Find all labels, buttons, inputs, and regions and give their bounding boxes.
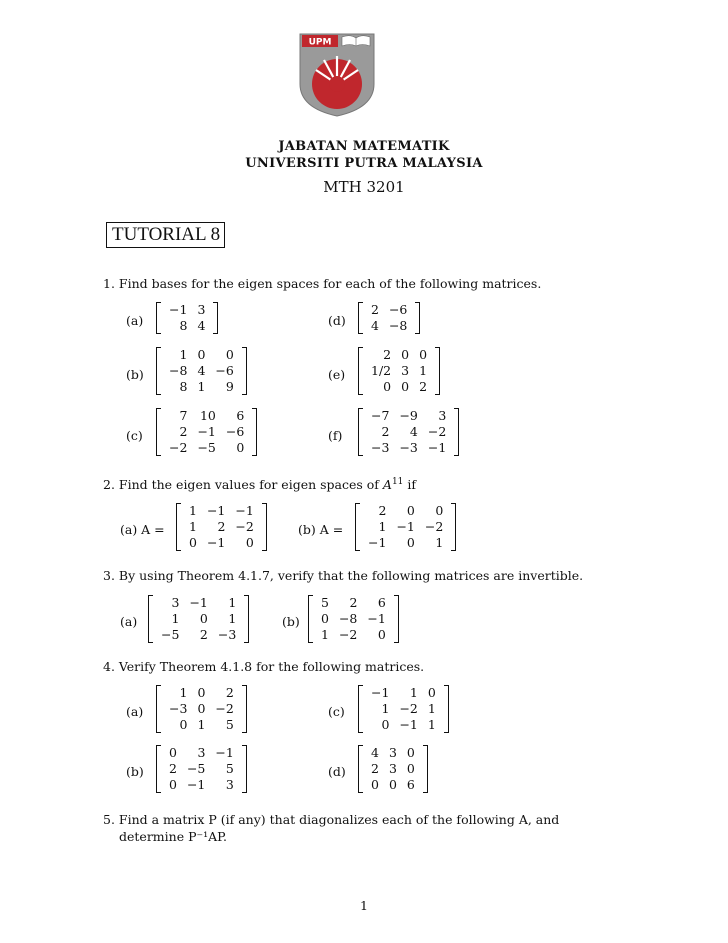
q1a-label: (a) bbox=[126, 313, 144, 328]
q2-power-base: A bbox=[382, 477, 392, 493]
matrix-entry: 2 bbox=[419, 379, 428, 394]
matrix-entries bbox=[156, 595, 241, 643]
page-number: 1 bbox=[360, 898, 368, 913]
matrix-entry: 5 bbox=[225, 717, 234, 732]
matrix-entry: 0 bbox=[377, 627, 386, 642]
matrix-entry: 3 bbox=[388, 745, 397, 760]
matrix-row bbox=[164, 777, 239, 793]
matrix-entry: 10 bbox=[199, 408, 216, 423]
matrix-entry: 1 bbox=[409, 685, 418, 700]
matrix-entry: −2 bbox=[399, 701, 418, 716]
matrix-entry: −1 bbox=[371, 685, 390, 700]
matrix-entry: 2 bbox=[217, 519, 226, 534]
matrix-row bbox=[316, 611, 391, 627]
matrix-row bbox=[366, 717, 441, 733]
matrix-entry: −8 bbox=[338, 611, 358, 626]
matrix-row bbox=[164, 685, 239, 701]
matrix-entry: −1 bbox=[399, 717, 418, 732]
matrix-row bbox=[366, 701, 441, 717]
matrix-entry: −6 bbox=[215, 363, 234, 378]
left-bracket bbox=[156, 347, 161, 395]
left-bracket bbox=[358, 347, 363, 395]
matrix-entry: 4 bbox=[409, 424, 418, 439]
q4c-label: (c) bbox=[328, 704, 345, 719]
question-1-text: 1. Find bases for the eigen spaces for each of the following matrices. bbox=[103, 276, 542, 291]
left-bracket bbox=[148, 595, 153, 643]
left-bracket bbox=[156, 408, 161, 456]
matrix-entries bbox=[164, 745, 239, 793]
matrix-entry: −2 bbox=[424, 519, 444, 534]
left-bracket bbox=[308, 595, 313, 643]
matrix-row bbox=[164, 363, 239, 379]
matrix-entry: 0 bbox=[388, 777, 397, 792]
matrix-row bbox=[164, 761, 239, 777]
matrix-entry: −2 bbox=[215, 701, 234, 716]
matrix-entry: −1 bbox=[169, 302, 188, 317]
matrix-entry: 2 bbox=[179, 424, 188, 439]
matrix-entry: −3 bbox=[217, 627, 237, 642]
matrix-row bbox=[164, 318, 210, 334]
matrix-row bbox=[184, 519, 259, 535]
matrix-row bbox=[363, 535, 448, 551]
matrix-entry: 6 bbox=[236, 408, 245, 423]
matrix-entry: −5 bbox=[186, 761, 206, 776]
matrix-row bbox=[366, 318, 412, 334]
matrix-entry: 0 bbox=[225, 347, 234, 362]
left-bracket bbox=[156, 745, 161, 793]
q1f-matrix bbox=[358, 408, 459, 456]
q2-text-after: if bbox=[403, 477, 417, 493]
matrix-entry: 2 bbox=[381, 424, 390, 439]
matrix-row bbox=[164, 408, 249, 424]
matrix-entry: 0 bbox=[419, 347, 428, 362]
q1d-matrix bbox=[358, 302, 420, 334]
matrix-row bbox=[366, 363, 432, 379]
matrix-entry: −9 bbox=[399, 408, 418, 423]
left-bracket bbox=[156, 302, 161, 334]
matrix-entry: 9 bbox=[225, 379, 234, 394]
q2b-matrix bbox=[355, 503, 456, 551]
q4a-matrix bbox=[156, 685, 247, 733]
q4b-label: (b) bbox=[126, 764, 144, 779]
matrix-row bbox=[184, 503, 259, 519]
question-5-line-1: 5. Find a matrix P (if any) that diagonalizes each of the following A, and bbox=[103, 812, 560, 827]
q3b-matrix bbox=[308, 595, 399, 643]
matrix-entry: 5 bbox=[321, 595, 329, 610]
matrix-entry: 1 bbox=[419, 363, 428, 378]
q3a-label: (a) bbox=[120, 614, 138, 629]
matrix-entry: 1 bbox=[381, 701, 390, 716]
matrix-entry: 1 bbox=[179, 347, 188, 362]
question-3-text: 3. By using Theorem 4.1.7, verify that the following matrices are invertible. bbox=[103, 568, 584, 583]
tutorial-title: TUTORIAL 8 bbox=[106, 222, 225, 248]
matrix-entry: 2 bbox=[383, 347, 392, 362]
matrix-entry: 3 bbox=[438, 408, 447, 423]
matrix-entry: 6 bbox=[406, 777, 415, 792]
matrix-row bbox=[156, 595, 241, 611]
right-bracket bbox=[435, 347, 440, 395]
matrix-entries bbox=[164, 685, 239, 733]
matrix-entry: −2 bbox=[338, 627, 358, 642]
right-bracket bbox=[415, 302, 420, 334]
q1b-label: (b) bbox=[126, 367, 144, 382]
matrix-entry: 2 bbox=[371, 761, 379, 776]
department-name: JABATAN MATEMATIK bbox=[278, 139, 450, 154]
matrix-entry: 1 bbox=[197, 717, 206, 732]
matrix-entry: 0 bbox=[371, 777, 379, 792]
right-bracket bbox=[244, 595, 249, 643]
matrix-entry: −5 bbox=[161, 627, 180, 642]
matrix-entry: 0 bbox=[169, 777, 177, 792]
matrix-entry: −6 bbox=[225, 424, 245, 439]
matrix-entry: 0 bbox=[381, 717, 390, 732]
matrix-row bbox=[366, 761, 420, 777]
right-bracket bbox=[262, 503, 267, 551]
matrix-entry: −1 bbox=[396, 519, 415, 534]
matrix-entry: 8 bbox=[179, 379, 188, 394]
matrix-entry: 0 bbox=[189, 535, 197, 550]
matrix-entries bbox=[164, 302, 210, 334]
matrix-row bbox=[164, 745, 239, 761]
matrix-entry: −1 bbox=[427, 440, 447, 455]
matrix-entry: 0 bbox=[236, 440, 245, 455]
matrix-row bbox=[366, 302, 412, 318]
matrix-entry: 1 bbox=[435, 535, 444, 550]
matrix-entry: 2 bbox=[199, 627, 208, 642]
matrix-entries bbox=[366, 347, 432, 395]
matrix-row bbox=[363, 519, 448, 535]
right-bracket bbox=[394, 595, 399, 643]
matrix-entry: −1 bbox=[189, 595, 208, 610]
matrix-entries bbox=[164, 347, 239, 395]
matrix-entry: −1 bbox=[235, 503, 254, 518]
right-bracket bbox=[242, 685, 247, 733]
matrix-row bbox=[164, 440, 249, 456]
matrix-entry: 2 bbox=[169, 761, 177, 776]
q2b-label: (b) A = bbox=[298, 522, 344, 537]
matrix-entry: 0 bbox=[245, 535, 254, 550]
matrix-entry: 0 bbox=[179, 717, 188, 732]
matrix-entry: −1 bbox=[186, 777, 206, 792]
matrix-row bbox=[164, 717, 239, 733]
matrix-entry: 3 bbox=[171, 595, 180, 610]
matrix-entry: 3 bbox=[197, 745, 206, 760]
matrix-entry: −1 bbox=[368, 535, 387, 550]
matrix-entry: 2 bbox=[371, 302, 379, 317]
q4a-label: (a) bbox=[126, 704, 144, 719]
matrix-row bbox=[366, 347, 432, 363]
right-bracket bbox=[454, 408, 459, 456]
matrix-row bbox=[164, 701, 239, 717]
matrix-entry: 7 bbox=[179, 408, 188, 423]
matrix-entry: 3 bbox=[197, 302, 206, 317]
matrix-row bbox=[164, 347, 239, 363]
matrix-row bbox=[156, 627, 241, 643]
matrix-entry: 0 bbox=[169, 745, 177, 760]
matrix-entry: 1 bbox=[171, 611, 180, 626]
q4b-matrix bbox=[156, 745, 247, 793]
left-bracket bbox=[358, 745, 363, 793]
question-5-line-2: determine P⁻¹AP. bbox=[119, 829, 227, 844]
matrix-entry: −1 bbox=[367, 611, 386, 626]
matrix-entry: 1 bbox=[179, 685, 188, 700]
matrix-entry: 0 bbox=[406, 761, 415, 776]
matrix-entry: 2 bbox=[378, 503, 387, 518]
matrix-entry: 1 bbox=[427, 701, 436, 716]
matrix-entry: 3 bbox=[401, 363, 410, 378]
matrix-row bbox=[363, 503, 448, 519]
matrix-entry: 1/2 bbox=[371, 363, 392, 378]
right-bracket bbox=[242, 745, 247, 793]
matrix-row bbox=[156, 611, 241, 627]
matrix-entry: 0 bbox=[199, 611, 208, 626]
matrix-row bbox=[164, 424, 249, 440]
matrix-entry: 0 bbox=[197, 347, 206, 362]
q1b-matrix bbox=[156, 347, 247, 395]
q1e-matrix bbox=[358, 347, 440, 395]
matrix-entries bbox=[164, 408, 249, 456]
matrix-entry: 4 bbox=[197, 363, 206, 378]
matrix-entries bbox=[366, 685, 441, 733]
matrix-entry: −1 bbox=[215, 745, 234, 760]
matrix-entry: 0 bbox=[406, 503, 415, 518]
q1e-label: (e) bbox=[328, 367, 346, 382]
matrix-row bbox=[184, 535, 259, 551]
matrix-entry: −1 bbox=[206, 503, 226, 518]
matrix-entries bbox=[366, 408, 451, 456]
q4c-matrix bbox=[358, 685, 449, 733]
matrix-entry: 0 bbox=[401, 347, 410, 362]
matrix-row bbox=[366, 379, 432, 395]
matrix-entry: 0 bbox=[321, 611, 329, 626]
matrix-entries bbox=[316, 595, 391, 643]
matrix-row bbox=[164, 302, 210, 318]
matrix-entry: 0 bbox=[197, 701, 206, 716]
matrix-row bbox=[366, 685, 441, 701]
right-bracket bbox=[444, 685, 449, 733]
matrix-entry: −8 bbox=[169, 363, 188, 378]
matrix-row bbox=[316, 595, 391, 611]
matrix-entry: 2 bbox=[225, 685, 234, 700]
matrix-entry: 0 bbox=[406, 745, 415, 760]
q4d-label: (d) bbox=[328, 764, 346, 779]
matrix-entry: 0 bbox=[383, 379, 392, 394]
matrix-row bbox=[366, 745, 420, 761]
matrix-entry: 1 bbox=[228, 611, 237, 626]
matrix-entry: 0 bbox=[406, 535, 415, 550]
matrix-entry: −7 bbox=[371, 408, 390, 423]
matrix-entries bbox=[366, 745, 420, 793]
q2-power-exp: 11 bbox=[391, 477, 404, 487]
q3b-label: (b) bbox=[282, 614, 300, 629]
question-4-text: 4. Verify Theorem 4.1.8 for the following matrices. bbox=[103, 659, 425, 674]
matrix-entries bbox=[366, 302, 412, 334]
left-bracket bbox=[176, 503, 181, 551]
matrix-row bbox=[164, 379, 239, 395]
matrix-entry: 0 bbox=[435, 503, 444, 518]
matrix-entry: 1 bbox=[197, 379, 206, 394]
left-bracket bbox=[358, 302, 363, 334]
matrix-entry: 0 bbox=[401, 379, 410, 394]
q3a-matrix bbox=[148, 595, 249, 643]
matrix-entry: −8 bbox=[388, 318, 408, 333]
matrix-entry: −2 bbox=[169, 440, 188, 455]
q1a-matrix bbox=[156, 302, 218, 334]
right-bracket bbox=[213, 302, 218, 334]
right-bracket bbox=[423, 745, 428, 793]
matrix-row bbox=[366, 440, 451, 456]
q2a-label: (a) A = bbox=[120, 522, 165, 537]
q2-text-before: 2. Find the eigen values for eigen spaces of bbox=[103, 477, 383, 493]
matrix-entry: −3 bbox=[399, 440, 418, 455]
matrix-entry: −2 bbox=[235, 519, 254, 534]
matrix-entry: 0 bbox=[197, 685, 206, 700]
matrix-entry: 0 bbox=[427, 685, 436, 700]
matrix-entry: 4 bbox=[197, 318, 206, 333]
upm-logo bbox=[298, 32, 376, 118]
matrix-row bbox=[366, 424, 451, 440]
matrix-row bbox=[316, 627, 391, 643]
matrix-row bbox=[366, 408, 451, 424]
left-bracket bbox=[355, 503, 360, 551]
left-bracket bbox=[358, 408, 363, 456]
right-bracket bbox=[252, 408, 257, 456]
matrix-entry: −3 bbox=[169, 701, 188, 716]
matrix-entry: 1 bbox=[378, 519, 387, 534]
matrix-entry: 1 bbox=[228, 595, 237, 610]
matrix-entry: −5 bbox=[197, 440, 216, 455]
matrix-entry: 6 bbox=[377, 595, 386, 610]
university-name: UNIVERSITI PUTRA MALAYSIA bbox=[245, 156, 483, 171]
matrix-entries bbox=[363, 503, 448, 551]
matrix-row bbox=[366, 777, 420, 793]
q1d-label: (d) bbox=[328, 313, 346, 328]
matrix-entry: −1 bbox=[197, 424, 216, 439]
matrix-entry: 2 bbox=[349, 595, 358, 610]
left-bracket bbox=[358, 685, 363, 733]
right-bracket bbox=[451, 503, 456, 551]
matrix-entry: 1 bbox=[189, 519, 197, 534]
matrix-entry: 5 bbox=[225, 761, 234, 776]
matrix-entry: 3 bbox=[225, 777, 234, 792]
matrix-entry: −2 bbox=[427, 424, 447, 439]
course-code: MTH 3201 bbox=[323, 178, 405, 196]
left-bracket bbox=[156, 685, 161, 733]
matrix-entry: −3 bbox=[371, 440, 390, 455]
matrix-entry: 1 bbox=[189, 503, 197, 518]
matrix-entry: 1 bbox=[427, 717, 436, 732]
q1c-matrix bbox=[156, 408, 257, 456]
logo-text: UPM bbox=[308, 37, 332, 48]
q4d-matrix bbox=[358, 745, 428, 793]
matrix-entry: −6 bbox=[388, 302, 408, 317]
q1f-label: (f) bbox=[328, 428, 343, 443]
matrix-entry: 8 bbox=[179, 318, 188, 333]
matrix-entry: 4 bbox=[371, 745, 379, 760]
q2a-matrix bbox=[176, 503, 267, 551]
matrix-entry: −1 bbox=[206, 535, 226, 550]
matrix-entries bbox=[184, 503, 259, 551]
matrix-entry: 1 bbox=[321, 627, 329, 642]
right-bracket bbox=[242, 347, 247, 395]
q1c-label: (c) bbox=[126, 428, 143, 443]
matrix-entry: 3 bbox=[388, 761, 397, 776]
matrix-entry: 4 bbox=[371, 318, 379, 333]
question-2-text bbox=[103, 477, 416, 492]
